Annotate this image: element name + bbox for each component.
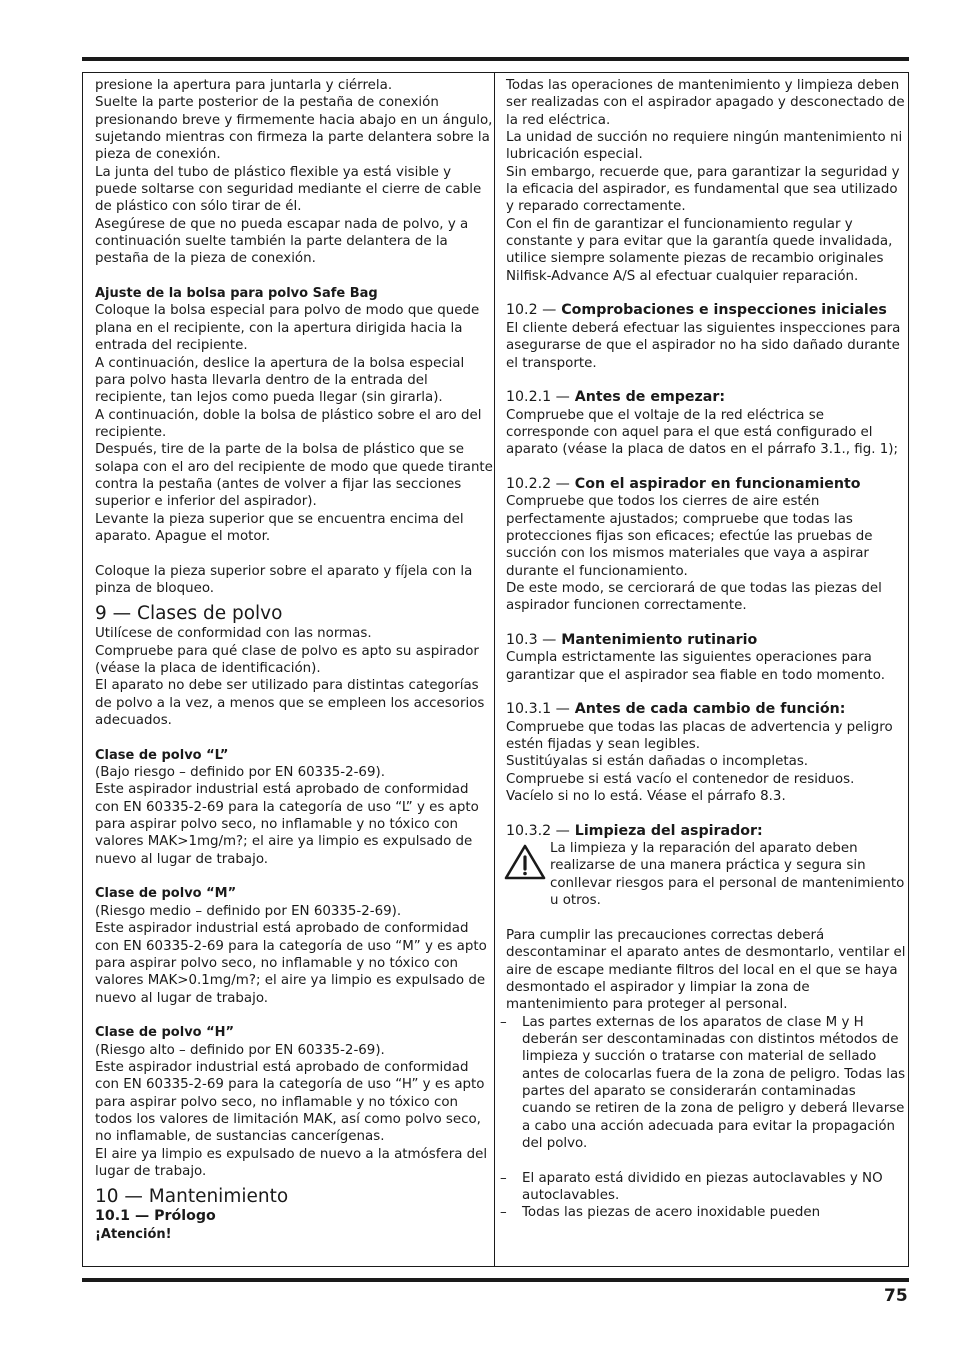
bullet-marker: – <box>500 1170 507 1186</box>
section-number: 10.2.2 — <box>506 475 570 492</box>
section-number: 10.3.2 — <box>506 822 570 839</box>
paragraph: Asegúrese de que no pueda escapar nada de polvo, y a continuación suelte también la parte delantera de la pestaña de la pieza de conexión. <box>95 216 469 267</box>
paragraph: Compruebe que todos los cierres de aire estén perfectamente ajustados; compruebe que todas las protecciones fijas son eficaces; efectúe las pruebas de succión con los mismos materiales que vaya a aspirar durante el funcionamiento. <box>506 494 873 579</box>
column-divider <box>494 72 495 1267</box>
paragraph: Sustitúyalas si están dañadas o incompletas. <box>506 754 809 770</box>
paragraph: De este modo, se cerciorará de que todas las piezas del aspirador funcionen correctamente. <box>506 580 882 614</box>
section-9-title: 9 — Clases de polvo <box>95 603 283 625</box>
right-column <box>500 77 906 1222</box>
list-item-text: El aparato está dividido en piezas autoclavables y NO autoclavables. <box>522 1170 883 1203</box>
section-number: 10.3 — <box>506 632 557 648</box>
paragraph: Compruebe que el voltaje de la red eléctrica se corresponde con aquel para el que está configurado el aparato (véase la placa de datos en el párrafo 3.1., fig. 1); <box>506 407 899 458</box>
list-item <box>500 1170 906 1205</box>
section-10-title: 10 — Mantenimiento <box>95 1186 289 1208</box>
paragraph: El cliente deberá efectuar las siguientes inspecciones para asegurarse de que el aspirador no ha sido dañado durante el transporte. <box>506 320 901 371</box>
section-heading-text: Mantenimiento rutinario <box>561 632 758 648</box>
paragraph: Cumpla estrictamente las siguientes operaciones para garantizar que el aspirador sea fiable en todo momento. <box>506 650 886 683</box>
section-number: 10.2 — <box>506 302 557 319</box>
class-l-heading: Clase de polvo “L” <box>95 747 229 763</box>
paragraph: Este aspirador industrial está aprobado de conformidad con EN 60335-2-69 para la categoría de uso “H” y es apto para aspirar polvo seco, no inflamable y no tóxico con todos los valores de limitación MAK, así como polvo seco, no inflamable, de sustancias cancerígenas. <box>95 1059 485 1145</box>
section-10-1-title: 10.1 — Prólogo <box>95 1208 216 1225</box>
warning-text: La limpieza y la reparación del aparato deben realizarse de una manera práctica y segura sin conllevar riesgos para el personal de mantenimiento u otros. <box>550 841 905 909</box>
paragraph: Compruebe que todas las placas de advertencia y peligro estén fijadas y sean legibles. <box>506 719 893 753</box>
section-10-2-1-heading <box>506 389 906 406</box>
section-10-2-heading <box>506 302 906 319</box>
section-heading-text: Antes de cada cambio de función: <box>574 701 846 718</box>
paragraph: El aire ya limpio es expulsado de nuevo a la atmósfera del lugar de trabajo. <box>95 1146 488 1179</box>
section-heading-text: Limpieza del aspirador: <box>574 822 763 839</box>
safe-bag-heading: Ajuste de la bolsa para polvo Safe Bag <box>95 286 378 302</box>
list-item-text: Todas las piezas de acero inoxidable pueden <box>522 1205 821 1221</box>
section-number: 10.3.1 — <box>506 701 570 718</box>
top-rule <box>82 57 909 61</box>
section-heading-text: Antes de empezar: <box>574 389 726 406</box>
class-m-heading: Clase de polvo “M” <box>95 886 237 902</box>
paragraph: Todas las operaciones de mantenimiento y limpieza deben ser realizadas con el aspirador apagado y desconectado de la red eléctrica. <box>506 78 905 128</box>
list-item <box>500 1014 906 1153</box>
list-item-text: Las partes externas de los aparatos de clase M y H deberán ser descontaminadas con distintos métodos de limpieza y succión o tratarse con material de sellado antes de colocarlas fuera de la zona de peligro. Todas las partes del aparato se considerarán contaminadas cuando se retiren de la zona de peligro y deberá llevarse a cabo una acción adecuada para evitar la propagación del polvo. <box>522 1014 906 1151</box>
paragraph: Este aspirador industrial está aprobado de conformidad con EN 60335-2-69 para la categoría de uso “L” y es apto para aspirar polvo seco, no inflamable y no tóxico con valores MAK>1mg/m?; el aire ya limpio es expulsado de nuevo al lugar de trabajo. <box>95 782 479 867</box>
section-heading-text: Con el aspirador en funcionamiento <box>574 475 861 492</box>
section-number: 10.2.1 — <box>506 389 570 406</box>
paragraph: Sin embargo, recuerde que, para garantizar la seguridad y la eficacia del aspirador, es fundamental que sea utilizado y reparado correctamente. <box>506 164 900 215</box>
paragraph: Este aspirador industrial está aprobado de conformidad con EN 60335-2-69 para la categoría de uso “M” y es apto para aspirar polvo seco, no inflamable y no tóxico con valores MAK>0.1mg/m?; el aire ya limpio es expulsado de nuevo al lugar de trabajo. <box>95 921 487 1006</box>
paragraph: La unidad de succión no requiere ningún mantenimiento ni lubricación especial. <box>506 130 903 163</box>
left-column <box>95 77 493 1243</box>
paragraph: A continuación, deslice la apertura de la bolsa especial para polvo hasta llevarla dentro de la entrada del recipiente, tan lejos como pueda llegar (sin girarla). <box>95 355 465 406</box>
section-10-3-1-heading <box>506 701 906 718</box>
paragraph: Después, tire de la parte de la bolsa de plástico que se solapa con el aro del recipiente de modo que quede tirante contra la pestaña (antes de volver a fijar las secciones superior e inferior del aspirador). <box>95 442 493 510</box>
paragraph: (Riesgo alto – definido por EN 60335-2-69). <box>95 1042 385 1058</box>
paragraph: Coloque la pieza superior sobre el aparato y fíjela con la pinza de bloqueo. <box>95 563 473 596</box>
paragraph: Compruebe para qué clase de polvo es apto su aspirador (véase la placa de identificación). <box>95 643 479 676</box>
paragraph: Levante la pieza superior que se encuentra encima del aparato. Apague el motor. <box>95 511 464 544</box>
paragraph: Utilícese de conformidad con las normas. <box>95 626 372 642</box>
bullet-marker: – <box>500 1205 507 1221</box>
section-10-2-2-heading <box>506 476 906 493</box>
paragraph: Coloque la bolsa especial para polvo de modo que quede plana en el recipiente, con la apertura dirigida hacia la entrada del recipiente. <box>95 303 480 354</box>
paragraph: La junta del tubo de plástico flexible ya está visible y puede soltarse con seguridad mediante el cierre de cable de plástico con sólo tirar de él. <box>95 164 482 215</box>
paragraph: (Riesgo medio – definido por EN 60335-2-69). <box>95 903 402 919</box>
paragraph: Con el fin de garantizar el funcionamiento regular y constante y para evitar que la garantía quede invalidada, utilice siempre solamente piezas de recambio originales Nilfisk-Advance A/S al efectuar cualquier reparación. <box>506 216 893 284</box>
paragraph: Para cumplir las precauciones correctas deberá descontaminar el aparato antes de desmontarlo, ventilar el aire de escape mediante filtros del local en el que se haya desmontado el aspirador y limpiar la zona de mantenimiento para proteger al personal. <box>506 927 906 1013</box>
bullet-marker: – <box>500 1014 507 1030</box>
warning-triangle-icon <box>504 844 546 880</box>
page-number: 75 <box>884 1286 908 1306</box>
bottom-rule <box>82 1278 909 1282</box>
section-10-3-heading <box>506 632 906 649</box>
attention-label: ¡Atención! <box>95 1226 172 1242</box>
section-heading-text: Comprobaciones e inspecciones iniciales <box>561 302 887 319</box>
paragraph: A continuación, doble la bolsa de plástico sobre el aro del recipiente. <box>95 407 482 440</box>
list-item <box>500 1204 906 1221</box>
paragraph: El aparato no debe ser utilizado para distintas categorías de polvo a la vez, a menos que se empleen los accesorios adecuados. <box>95 678 485 729</box>
warning-block <box>506 840 906 909</box>
class-h-heading: Clase de polvo “H” <box>95 1025 235 1041</box>
paragraph: Compruebe si está vacío el contenedor de residuos. Vacíelo si no lo está. Véase el párrafo 8.3. <box>506 771 855 805</box>
paragraph: Suelte la parte posterior de la pestaña de conexión presionando breve y firmemente hacia abajo en un ángulo, sujetando mientras con firmeza la parte delantera sobre la pieza de conexión. <box>95 95 493 163</box>
paragraph: presione la apertura para juntarla y ciérrela. <box>95 78 393 93</box>
section-10-3-2-heading <box>506 823 906 840</box>
paragraph: (Bajo riesgo – definido por EN 60335-2-69). <box>95 765 385 781</box>
